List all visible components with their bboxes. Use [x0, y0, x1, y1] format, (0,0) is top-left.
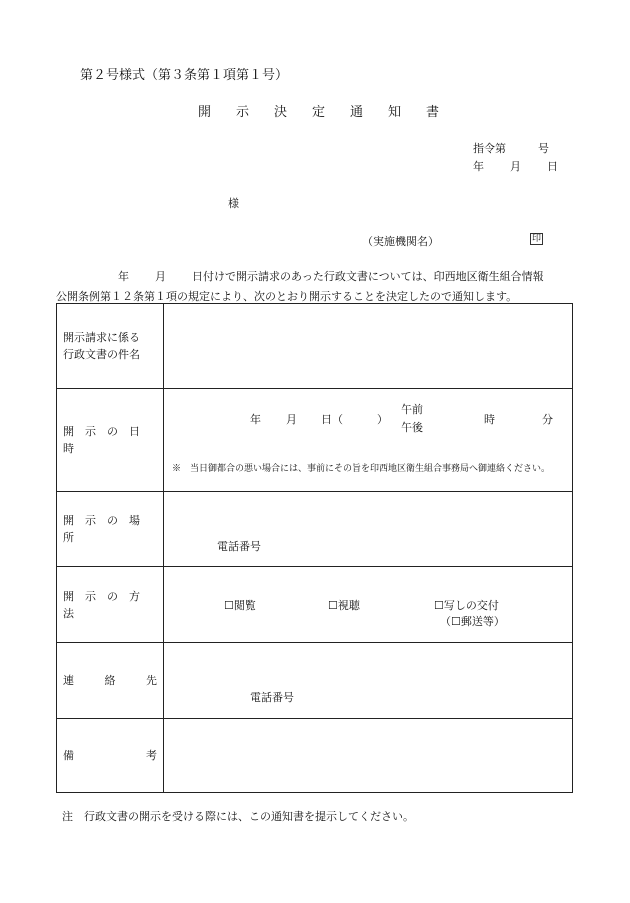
- form-identifier: 第２号様式（第３条第１項第１号）: [80, 68, 289, 83]
- body-line1-text: 日付けで開示請求のあった行政文書については、印西地区衛生組合情報: [192, 270, 544, 283]
- doc-number-prefix: 指令第: [473, 142, 506, 155]
- label-place-text: 開示の場所: [63, 514, 151, 544]
- value-datetime[interactable]: [164, 389, 573, 492]
- footer-note: 注 行政文書の開示を受ける際には、この通知書を提示してください。: [62, 810, 414, 823]
- label-remarks-b: 考: [146, 749, 157, 762]
- agency-name-label: （実施機関名）: [362, 235, 439, 248]
- row-remarks: [57, 719, 573, 793]
- label-subject-line1: 開示請求に係る: [63, 331, 140, 344]
- title-char: 知: [388, 105, 402, 120]
- disclosure-info-table: [56, 303, 573, 793]
- value-subject[interactable]: [164, 304, 573, 389]
- seal-mark: 印: [532, 234, 542, 244]
- title-char: 書: [426, 105, 440, 120]
- label-subject-line2: 行政文書の件名: [63, 348, 140, 361]
- document-number: [473, 140, 549, 156]
- method-copy-checkbox[interactable]: ☐写しの交付: [434, 599, 499, 612]
- dt-day-open: 日（: [321, 413, 343, 426]
- method-mail-checkbox[interactable]: （☐郵送等）: [440, 615, 505, 628]
- document-date: [473, 158, 558, 174]
- label-method: [57, 567, 164, 643]
- method-view-checkbox[interactable]: ☐視聴: [328, 599, 360, 612]
- body-month: 月: [155, 270, 166, 283]
- dt-minute: 分: [542, 413, 553, 426]
- row-method: [57, 567, 573, 643]
- dt-am: 午前: [401, 403, 423, 416]
- row-datetime: [57, 389, 573, 492]
- label-contact-a: 連: [63, 674, 74, 687]
- label-contact: [57, 643, 164, 719]
- body-text-line1: [118, 268, 544, 284]
- label-subject: [57, 304, 164, 389]
- contact-phone-label: 電話番号: [250, 691, 294, 704]
- title-char: 通: [350, 105, 364, 120]
- value-place[interactable]: [164, 492, 573, 567]
- body-text-line2: 公開条例第１２条第１項の規定により、次のとおり開示することを決定したので通知します。: [56, 290, 518, 303]
- document-title: [198, 101, 464, 120]
- title-char: 示: [236, 105, 250, 120]
- label-datetime-text: 開示の日時: [63, 425, 151, 455]
- dt-note: ※ 当日御都合の悪い場合には、事前にその旨を印西地区衛生組合事務局へ御連絡ください。: [172, 464, 551, 474]
- title-char: 定: [312, 105, 326, 120]
- title-char: 開: [198, 105, 212, 120]
- label-datetime: [57, 389, 164, 492]
- label-contact-b: 絡: [104, 674, 116, 687]
- recipient-honorific: 様: [228, 197, 239, 210]
- body-year: 年: [118, 270, 129, 283]
- row-contact: [57, 643, 573, 719]
- dt-month: 月: [286, 413, 297, 426]
- label-method-text: 開示の方法: [63, 589, 151, 620]
- title-char: 決: [274, 105, 288, 120]
- dt-year: 年: [250, 413, 261, 426]
- row-place: [57, 492, 573, 567]
- dt-pm: 午後: [401, 421, 423, 434]
- place-phone-label: 電話番号: [217, 540, 261, 553]
- label-place: [57, 492, 164, 567]
- value-contact[interactable]: [164, 643, 573, 719]
- value-remarks[interactable]: [164, 719, 573, 793]
- dt-day-close: ）: [377, 413, 388, 426]
- value-method: [164, 567, 573, 643]
- dt-hour: 時: [484, 413, 495, 426]
- date-year: 年: [473, 160, 484, 173]
- date-month: 月: [510, 160, 521, 173]
- row-subject: [57, 304, 573, 389]
- label-contact-c: 先: [146, 674, 157, 687]
- label-remarks: [57, 719, 164, 793]
- date-day: 日: [547, 160, 558, 173]
- method-browse-checkbox[interactable]: ☐閲覧: [224, 599, 256, 612]
- doc-number-suffix: 号: [538, 142, 549, 155]
- label-remarks-a: 備: [63, 749, 74, 762]
